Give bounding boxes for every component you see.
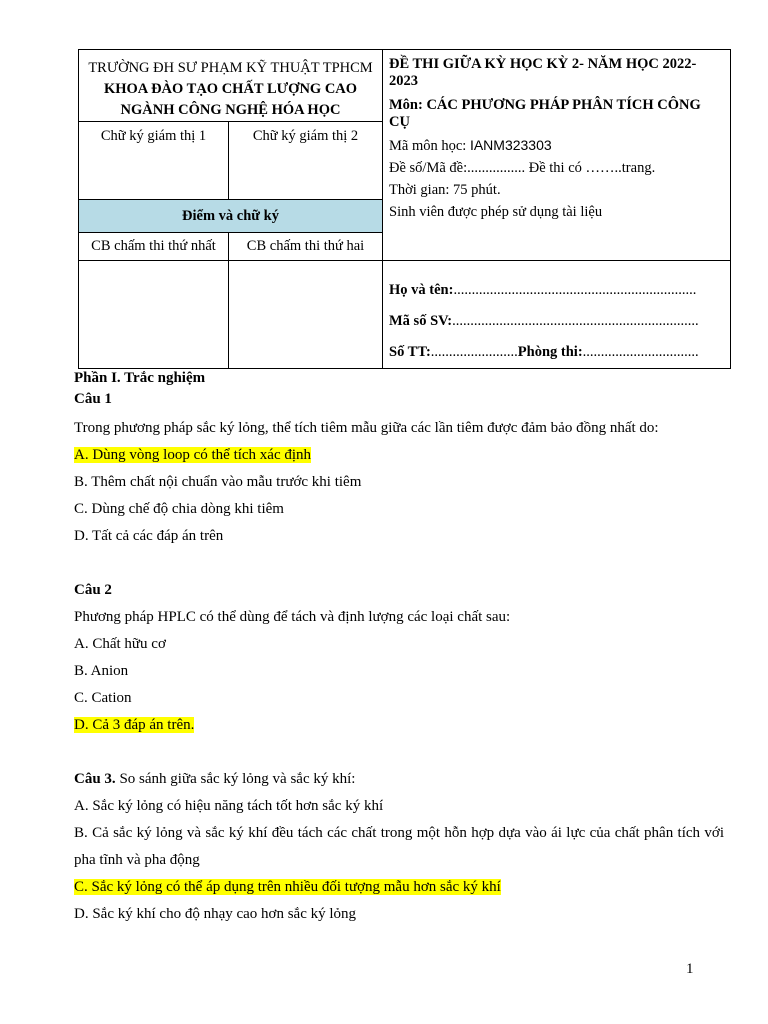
seat-number-blank: ........................ [430,344,518,360]
question-2-text: Phương pháp HPLC có thể dùng để tách và định lượng các loại chất sau: [74,609,511,625]
course-code-value: IANM323303 [469,137,552,153]
grader2-label: CB chấm thi thứ hai [229,233,383,261]
school-info [79,50,383,122]
school-name: TRƯỜNG ĐH SƯ PHẠM KỸ THUẬT TPHCM [88,60,373,76]
question-1-text: Trong phương pháp sắc ký lỏng, thể tích tiêm mẫu giữa các lần tiêm được đảm bảo đồng nhất do: [74,420,659,436]
question-3-option-a: A. Sắc ký lỏng có hiệu năng tách tốt hơn sắc ký khí [74,798,384,814]
answer-highlight: C. Sắc ký lỏng có thể áp dụng trên nhiều đối tượng mẫu hơn sắc ký khí [74,879,501,895]
question-2-option-a: A. Chất hữu cơ [74,636,166,652]
grader2-signature-box [229,261,383,369]
exam-materials: Sinh viên được phép sử dụng tài liệu [389,204,603,220]
exam-subject: Môn: CÁC PHƯƠNG PHÁP PHÂN TÍCH CÔNG CỤ [389,97,701,130]
seat-room-row [389,337,724,368]
question-3-option-c [74,874,724,901]
student-info [383,261,731,369]
student-id-row [389,306,724,337]
question-2-option-c: C. Cation [74,690,132,706]
major-name: NGÀNH CÔNG NGHỆ HÓA HỌC [120,102,341,118]
question-2-title: Câu 2 [74,582,112,598]
grader1-label: CB chấm thi thứ nhất [79,233,229,261]
question-3-option-b: B. Cả sắc ký lỏng và sắc ký khí đều tách các chất trong một hỗn hợp dựa vào ái lực của chất phân tích với pha tĩnh và pha động [74,825,724,868]
page-number: 1 [686,961,694,977]
section-title: Phần I. Trắc nghiệm [74,370,206,386]
exam-number: Đề số/Mã đề:................ Đề thi có ……..trang. [389,160,656,176]
proctor2-signature: Chữ ký giám thị 2 [229,122,383,200]
student-id-label: Mã số SV: [389,313,453,329]
question-3-title: Câu 3. [74,771,116,787]
seat-number-label: Số TT: [389,344,431,360]
question-1-option-c: C. Dùng chế độ chia dòng khi tiêm [74,501,284,517]
exam-time: Thời gian: 75 phút. [389,182,501,198]
question-3-heading [74,766,724,793]
answer-highlight: A. Dùng vòng loop có thể tích xác định [74,447,312,463]
student-name-label: Họ và tên: [389,282,454,298]
exam-room-blank: ................................ [582,344,699,360]
student-name-blank: ................................................................... [453,282,697,298]
proctor1-signature: Chữ ký giám thị 1 [79,122,229,200]
exam-room-label: Phòng thi: [517,344,583,360]
answer-highlight: D. Cả 3 đáp án trên. [74,717,195,733]
question-3-option-d: D. Sắc ký khí cho độ nhạy cao hơn sắc ký lỏng [74,906,357,922]
student-id-blank: .................................................................... [452,313,699,329]
question-2-option-b: B. Anion [74,663,129,679]
exam-content [74,370,724,928]
grader1-signature-box [79,261,229,369]
question-1-option-b: B. Thêm chất nội chuẩn vào mẫu trước khi tiêm [74,474,362,490]
student-name-row [389,275,724,306]
score-and-signature-label: Điểm và chữ ký [79,200,383,233]
exam-info [383,50,731,261]
question-3-text: So sánh giữa sắc ký lỏng và sắc ký khí: [115,771,356,787]
question-1-option-d: D. Tất cả các đáp án trên [74,528,224,544]
exam-header-table [78,49,731,369]
course-code-label: Mã môn học: [389,138,470,154]
question-1-title: Câu 1 [74,391,112,407]
question-1-option-a [74,442,724,469]
exam-title: ĐỀ THI GIỮA KỲ HỌC KỲ 2- NĂM HỌC 2022-2023 [389,56,697,89]
course-code [389,134,724,157]
question-2-option-d [74,712,724,739]
faculty-name: KHOA ĐÀO TẠO CHẤT LƯỢNG CAO [103,81,358,97]
